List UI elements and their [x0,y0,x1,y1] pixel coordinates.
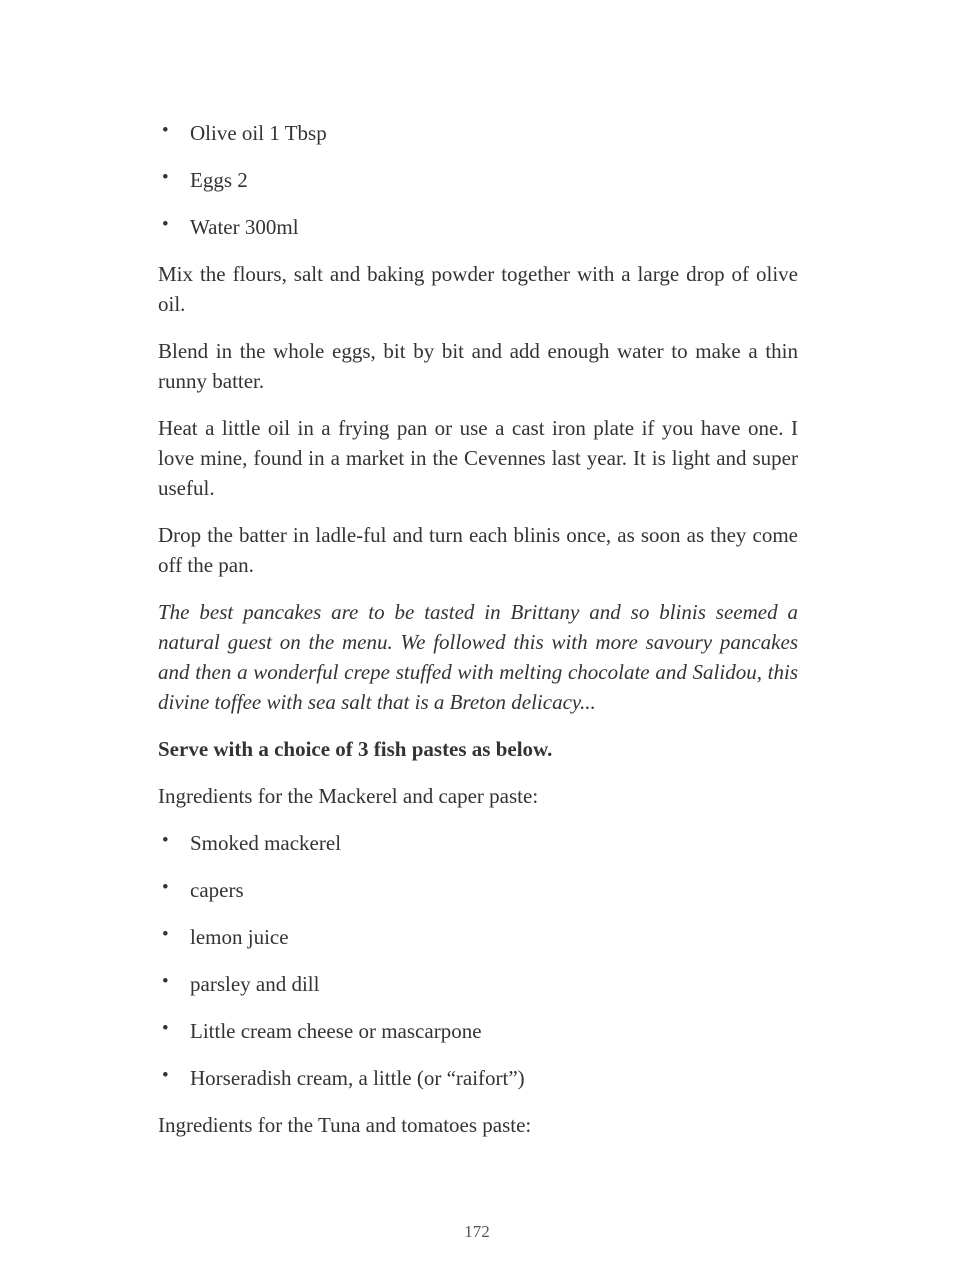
page-body [158,118,798,1157]
mackerel-paste-heading: Ingredients for the Mackerel and caper paste: [158,784,539,808]
mackerel-ingredient-list [158,828,798,1093]
paragraph-mix-flours: Mix the flours, salt and baking powder together with a large drop of olive oil. [158,262,798,316]
list-item: • capers [158,875,798,905]
batter-ingredient-list [158,118,798,242]
paragraph-heat-oil: Heat a little oil in a frying pan or use a cast iron plate if you have one. I love mine, found in a market in the Cevennes last year. It is light and super useful. [158,416,798,500]
italic-note-brittany: The best pancakes are to be tasted in Brittany and so blinis seemed a natural guest on the menu. We followed this with more savoury pancakes and then a wonderful crepe stuffed with melting chocolate and Salidou, this divine toffee with sea salt that is a Breton delicacy... [158,600,798,714]
paragraph-blend-eggs: Blend in the whole eggs, bit by bit and add enough water to make a thin runny batter. [158,339,798,393]
list-item: • Water 300ml [158,212,798,242]
list-item: • Eggs 2 [158,165,798,195]
paragraph-drop-batter: Drop the batter in ladle-ful and turn each blinis once, as soon as they come off the pan. [158,523,798,577]
list-item: • parsley and dill [158,969,798,999]
list-item: • Olive oil 1 Tbsp [158,118,798,148]
list-item: • Horseradish cream, a little (or “raifort”) [158,1063,798,1093]
list-item: • Smoked mackerel [158,828,798,858]
list-item: • lemon juice [158,922,798,952]
tuna-paste-heading: Ingredients for the Tuna and tomatoes paste: [158,1113,532,1137]
list-item: • Little cream cheese or mascarpone [158,1016,798,1046]
page-number: 172 [464,1222,490,1241]
serving-heading: Serve with a choice of 3 fish pastes as below. [158,737,553,761]
